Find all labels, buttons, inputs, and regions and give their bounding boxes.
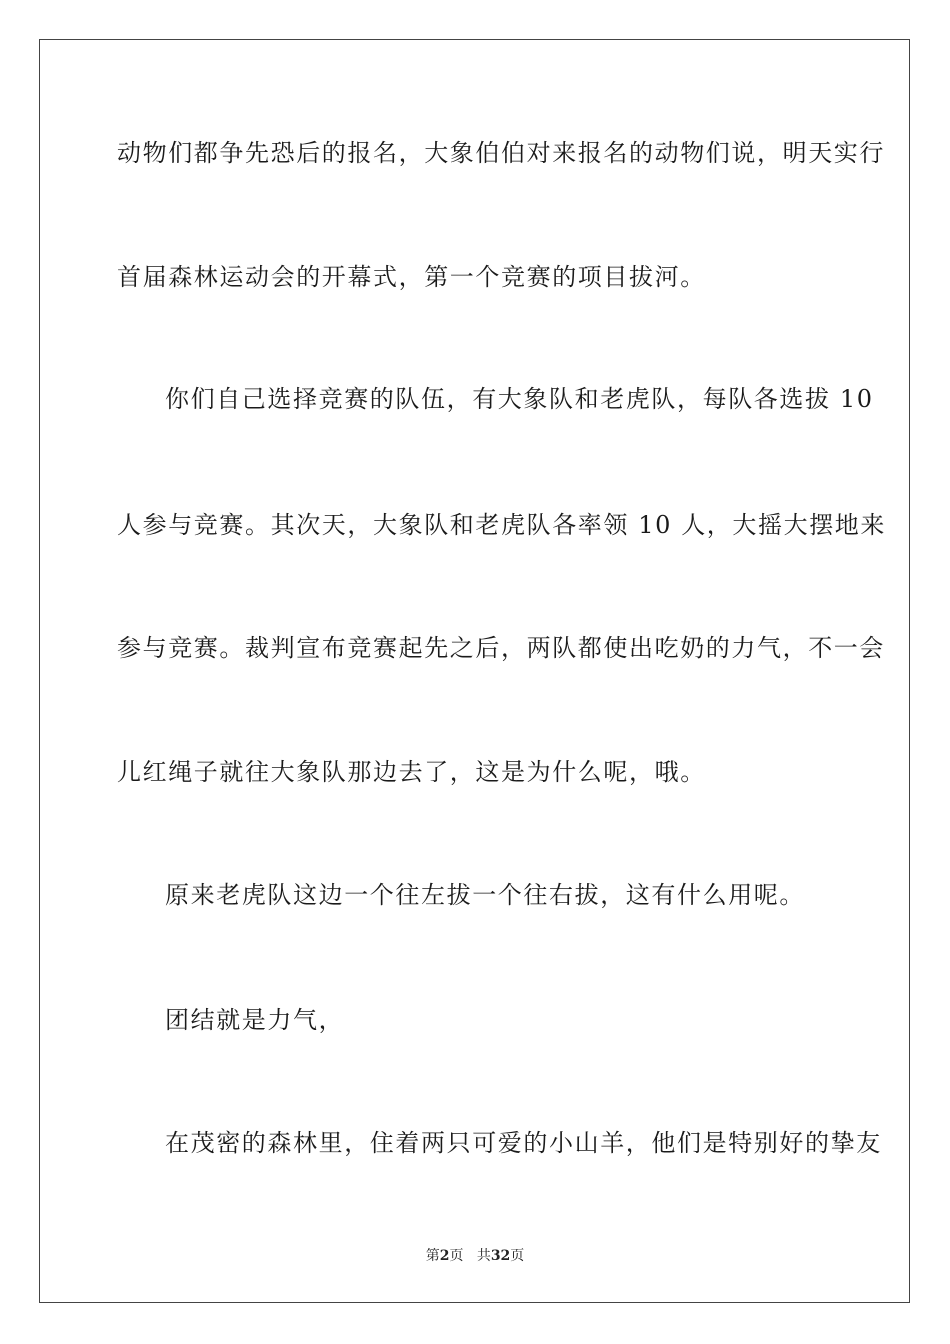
paragraph-line: 原来老虎队这边一个往左拔一个往右拔，这有什么用呢。 (165, 881, 805, 909)
paragraph-line: 人参与竞赛。其次天，大象队和老虎队各率领 10 人，大摇大摆地来 (117, 511, 886, 539)
page-border (39, 39, 910, 1303)
paragraph-line: 动物们都争先恐后的报名，大象伯伯对来报名的动物们说，明天实行 (117, 139, 885, 167)
page-suffix: 页 (449, 1248, 464, 1264)
page-prefix: 第 (425, 1248, 440, 1264)
paragraph-line: 你们自己选择竞赛的队伍，有大象队和老虎队，每队各选拔 10 (165, 385, 874, 413)
paragraph-line: 儿红绳子就往大象队那边去了，这是为什么呢，哦。 (117, 758, 706, 786)
page-number: 2 (439, 1248, 450, 1264)
total-prefix: 共 (476, 1248, 491, 1264)
total-suffix: 页 (510, 1248, 525, 1264)
paragraph-line: 在茂密的森林里，住着两只可爱的小山羊，他们是特别好的挚友 (165, 1129, 882, 1157)
paragraph-line: 首届森林运动会的开幕式，第一个竞赛的项目拔河。 (117, 263, 706, 291)
paragraph-line: 团结就是力气， (165, 1006, 345, 1034)
page-footer (0, 1247, 950, 1265)
total-pages: 32 (490, 1248, 511, 1264)
paragraph-line: 参与竞赛。裁判宣布竞赛起先之后，两队都使出吃奶的力气，不一会 (117, 634, 885, 662)
